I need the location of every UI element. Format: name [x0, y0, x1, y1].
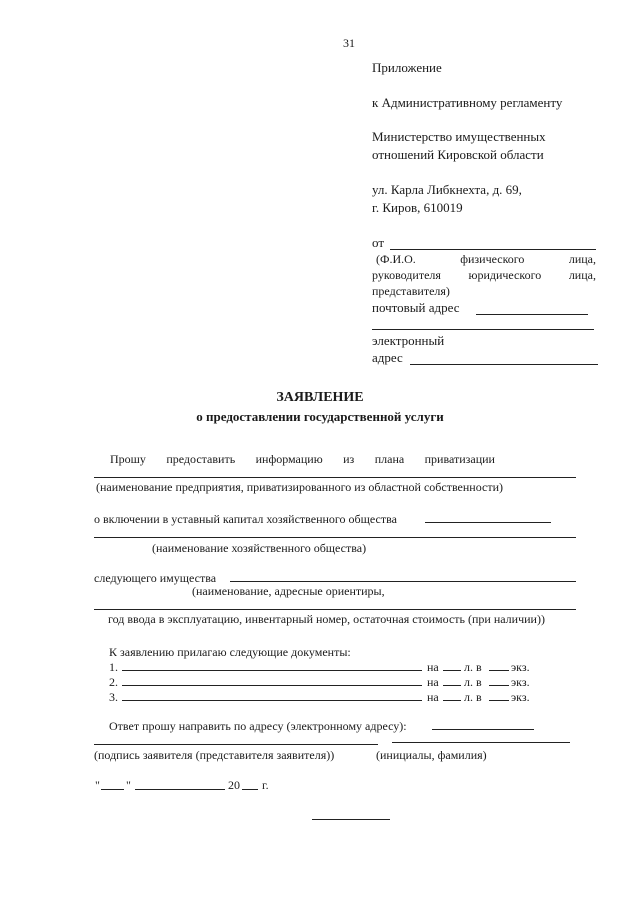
ministry-line-2: отношений Кировской области — [372, 147, 544, 162]
request-row — [110, 452, 495, 467]
attachment-number: 1. — [109, 660, 118, 674]
from-hint-word: физического — [460, 252, 525, 266]
postal-address-underline-2 — [372, 329, 594, 330]
attachment-copies: экз. — [511, 675, 530, 689]
date-quote-close: " — [126, 778, 131, 792]
attachment-underline — [122, 700, 422, 701]
hint-property: (наименование, адресные ориентиры, — [192, 584, 385, 598]
from-underline — [390, 249, 596, 250]
from-hint-word: лица, — [568, 268, 596, 282]
enterprise-underline — [94, 477, 576, 478]
date-year-blank — [242, 789, 258, 790]
reply-underline — [432, 729, 534, 730]
postal-address-underline — [476, 314, 588, 315]
attachment-number: 2. — [109, 675, 118, 689]
date-month-blank — [135, 789, 225, 790]
society-underline — [94, 537, 576, 538]
attachment-sheets: л. в — [464, 675, 482, 689]
attachment-na: на — [427, 660, 439, 674]
attachment-sheets-blank — [443, 670, 461, 671]
document-subtitle: о предоставлении государственной услуги — [196, 409, 444, 424]
attachment-sheets-blank — [443, 700, 461, 701]
page-number: 31 — [343, 36, 355, 50]
attachment-underline — [122, 685, 422, 686]
postal-address-label: почтовый адрес — [372, 300, 460, 315]
hint-initials: (инициалы, фамилия) — [376, 748, 487, 762]
from-hint-word: руководителя — [372, 268, 441, 282]
attachment-number: 3. — [109, 690, 118, 704]
attachment-sheets: л. в — [464, 660, 482, 674]
from-hint-word: лица, — [568, 252, 596, 266]
date-suffix: г. — [262, 778, 269, 792]
ministry-line-1: Министерство имущественных — [372, 129, 546, 144]
closing-separator — [312, 819, 390, 820]
appendix-label: Приложение — [372, 60, 442, 75]
date-year: 20 — [228, 778, 240, 792]
signature-underline — [94, 744, 378, 745]
regulation-label: к Административному регламенту — [372, 95, 563, 110]
attachment-copies-blank — [489, 670, 509, 671]
hint-society: (наименование хозяйственного общества) — [152, 541, 367, 555]
document-title: ЗАЯВЛЕНИЕ — [276, 390, 364, 405]
from-label: от — [372, 235, 385, 250]
from-hint-row-2 — [372, 268, 596, 283]
attachment-copies: экз. — [511, 660, 530, 674]
attachment-na: на — [427, 690, 439, 704]
attachment-copies-blank — [489, 685, 509, 686]
attachment-copies: экз. — [511, 690, 530, 704]
request-word: из — [343, 452, 355, 466]
initials-underline — [392, 742, 570, 743]
inclusion-underline — [425, 522, 551, 523]
reply-text: Ответ прошу направить по адресу (электронному адресу): — [109, 719, 407, 733]
attachments-intro: К заявлению прилагаю следующие документы: — [109, 645, 351, 659]
request-word: плана — [374, 452, 405, 466]
inclusion-text: о включении в уставный капитал хозяйственного общества — [94, 512, 397, 526]
from-hint-word: (Ф.И.О. — [376, 252, 416, 266]
hint-property-2: год ввода в эксплуатацию, инвентарный номер, остаточная стоимость (при наличии)) — [108, 612, 545, 626]
request-word: предоставить — [166, 452, 236, 466]
property-label: следующего имущества — [94, 571, 217, 585]
request-word: информацию — [255, 452, 323, 466]
property-underline — [230, 581, 576, 582]
attachment-copies-blank — [489, 700, 509, 701]
date-day-blank — [101, 789, 124, 790]
email-underline — [410, 364, 598, 365]
email-label-2: адрес — [372, 350, 403, 365]
attachment-underline — [122, 670, 422, 671]
from-hint-word: юридического — [468, 268, 542, 282]
hint-enterprise: (наименование предприятия, приватизированного из областной собственности) — [96, 480, 504, 494]
request-word: приватизации — [424, 452, 495, 466]
request-word: Прошу — [110, 452, 146, 466]
address-line-1: ул. Карла Либкнехта, д. 69, — [372, 182, 522, 197]
attachment-sheets-blank — [443, 685, 461, 686]
date-quote-open: " — [95, 778, 100, 792]
property-underline-2 — [94, 609, 576, 610]
attachment-sheets: л. в — [464, 690, 482, 704]
from-hint-row-3: представителя) — [372, 284, 450, 298]
address-line-2: г. Киров, 610019 — [372, 200, 463, 215]
email-label-1: электронный — [372, 333, 445, 348]
hint-signature: (подпись заявителя (представителя заявителя)) — [94, 748, 335, 762]
attachment-na: на — [427, 675, 439, 689]
from-hint-row-1 — [376, 252, 596, 267]
